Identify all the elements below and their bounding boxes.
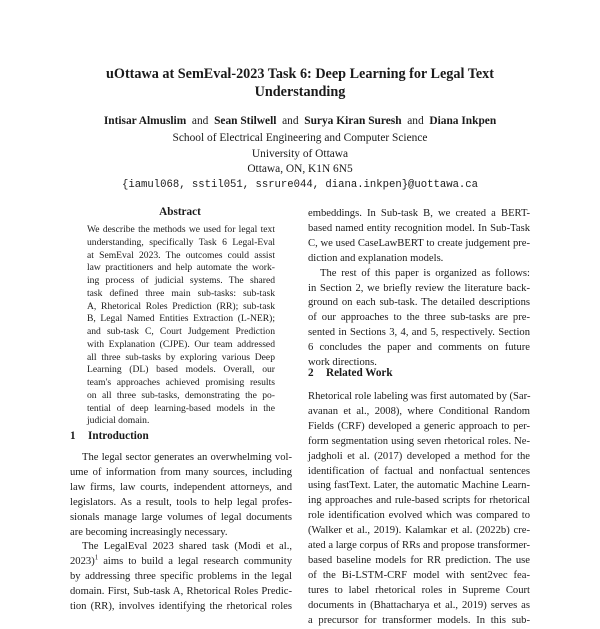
introduction-body	[70, 451, 292, 615]
text-line: at SemEval 2023. The outcomes could assist	[87, 249, 275, 261]
text-line: work directions.	[308, 357, 377, 369]
text-line: ing approaches and rule-based scripts for rhetorical	[308, 495, 530, 507]
text-line	[70, 555, 292, 570]
paragraph	[70, 540, 292, 615]
text-line: (Walker et al., 2019). Kalamkar et al. (2022b) cre-	[308, 525, 530, 537]
text-line: ume of information from many sources, including	[70, 466, 292, 478]
text-line: We describe the methods we used for legal text	[87, 224, 275, 235]
author-name: Diana Inkpen	[429, 115, 497, 127]
text-line: team's approaches achieved promising results	[87, 377, 275, 388]
paragraph	[308, 267, 530, 371]
text-line: C, we used CaseLawBERT to create judgement pre-	[308, 237, 530, 249]
text-line: judicial domain.	[87, 415, 150, 427]
author-separator: and	[191, 115, 209, 127]
footnote-marker: 1	[94, 553, 99, 562]
author-name: Sean Stilwell	[214, 115, 277, 127]
citation-year: 2023)	[70, 556, 95, 568]
text-line: all three sub-tasks by exploring various Deep	[87, 351, 275, 363]
text-line: sented in Sections 3, 4, and 5, respectively. Section	[308, 327, 530, 339]
text-line: in Section 2, we briefly review the literature back-	[308, 282, 530, 294]
text-line: The legal sector generates an overwhelming vol-	[82, 452, 292, 463]
text-line: based named entity recognition model. In Sub-Task	[308, 222, 530, 234]
author-emails: {iamul068, sstil051, ssrure044, diana.inkpen}@uottawa.ca	[121, 178, 478, 191]
text-line: documents in (Bhattacharya et al., 2019) serves as	[308, 599, 530, 611]
text-line: legislators. As a result, tools to help legal profes-	[70, 496, 292, 508]
author-name: Intisar Almuslim	[103, 115, 187, 127]
text-line: ground on each sub-task. The detailed descriptions	[308, 297, 530, 309]
text-line: ing process of judicial systems. The shared	[87, 275, 275, 286]
text-line: A, Rhetorical Roles Prediction (RR); sub-task	[87, 300, 275, 312]
text-line: diction and explanation models.	[308, 252, 444, 264]
text-line: Learning (DL) based models. Overall, our	[87, 364, 275, 376]
section-title: Introduction	[88, 430, 149, 442]
paragraph-rest	[70, 570, 292, 615]
affiliation-school: School of Electrical Engineering and Computer Science	[172, 132, 428, 144]
text-line: tential of deep learning-based models in the	[87, 402, 275, 414]
text-line: with Explanation (CJPE). Our team addressed	[87, 338, 275, 350]
author-separator: and	[407, 115, 424, 127]
affiliation	[40, 131, 560, 193]
section-number: 1	[70, 430, 76, 442]
paragraph	[308, 207, 530, 267]
text-line: are becoming increasingly necessary.	[70, 526, 228, 538]
text-line: The rest of this paper is organized as follows:	[320, 267, 530, 279]
title-line: Understanding	[254, 83, 346, 100]
text-line: Fields (CRF) developed a generic approach to per-	[308, 420, 530, 432]
related-work-body	[308, 390, 530, 629]
text-line: and sub-task C, Court Judgement Prediction	[87, 326, 275, 337]
text-line: law practitioners and help automate the work-	[87, 262, 275, 274]
text-line: domain. First, Sub-task A, Rhetorical Roles Predic-	[70, 586, 292, 598]
text-line: of our approaches to the three sub-tasks are pre-	[308, 312, 530, 324]
text-line: tion (RR), involves identifying the rhetorical roles	[70, 601, 292, 613]
text-line: understanding, specifically Task 6 Legal-Eval	[87, 236, 275, 248]
text-line: based baseline models for RR prediction. The use	[308, 554, 530, 566]
text-line: sionals manage large volumes of legal documents	[70, 511, 292, 523]
text-line: ated a large corpus of RRs and propose transformer-	[308, 540, 530, 552]
text-line: embeddings. In Sub-task B, we created a BERT-	[308, 208, 530, 219]
affiliation-address: Ottawa, ON, K1N 6N5	[247, 163, 353, 176]
text-line: law firms, law courts, independent attorneys, and	[70, 481, 292, 493]
text-line: by addressing three specific problems in the legal	[70, 571, 292, 583]
abstract-heading: Abstract	[159, 206, 201, 218]
author-separator: and	[282, 115, 299, 127]
text-fragment: aims to build a legal research community	[98, 556, 292, 568]
paragraph	[70, 451, 292, 540]
section-title: Related Work	[326, 367, 393, 379]
text-line: a precursor for transformer models. In this sub-	[308, 614, 530, 626]
text-line: using fastText. Later, the automatic Machine Learn-	[308, 480, 530, 492]
text-line: task defined three main sub-tasks: sub-task	[87, 287, 275, 299]
text-line: form segmentation using seven rhetorical roles. Ne-	[308, 435, 530, 447]
text-line: identification of factual and nonfactual sentences	[308, 465, 530, 477]
author-list	[40, 113, 560, 130]
text-line: on all three sub-tasks, demonstrating the po-	[87, 389, 275, 401]
right-column-top	[308, 207, 530, 371]
text-line: of the Bi-LSTM-CRF model with sent2vec fea-	[308, 569, 530, 581]
section-2-heading	[308, 367, 393, 379]
abstract-body	[87, 224, 275, 428]
section-1-heading	[70, 430, 149, 442]
section-number: 2	[308, 367, 314, 379]
text-line: B, Legal Named Entities Extraction (L-NER);	[87, 313, 275, 325]
text-line: avanan et al., 2008), where Conditional Random	[308, 405, 530, 417]
author-name: Surya Kiran Suresh	[304, 115, 402, 127]
title-line: uOttawa at SemEval-2023 Task 6: Deep Learning for Legal Text	[106, 66, 494, 82]
text-line: The LegalEval 2023 shared task (Modi et al.,	[82, 541, 292, 553]
affiliation-university: University of Ottawa	[251, 147, 349, 160]
text-line: tures to label rhetorical roles in Supreme Court	[308, 584, 530, 596]
paper-title	[60, 66, 540, 101]
text-line: role identification evolved which was compared to	[308, 510, 530, 522]
text-line: Rhetorical role labeling was first automated by (Sar-	[308, 391, 531, 402]
text-line: 6 concludes the paper and comments on future	[308, 342, 530, 354]
text-line: jadgholi et al. (2017) developed a method for the	[308, 450, 530, 462]
